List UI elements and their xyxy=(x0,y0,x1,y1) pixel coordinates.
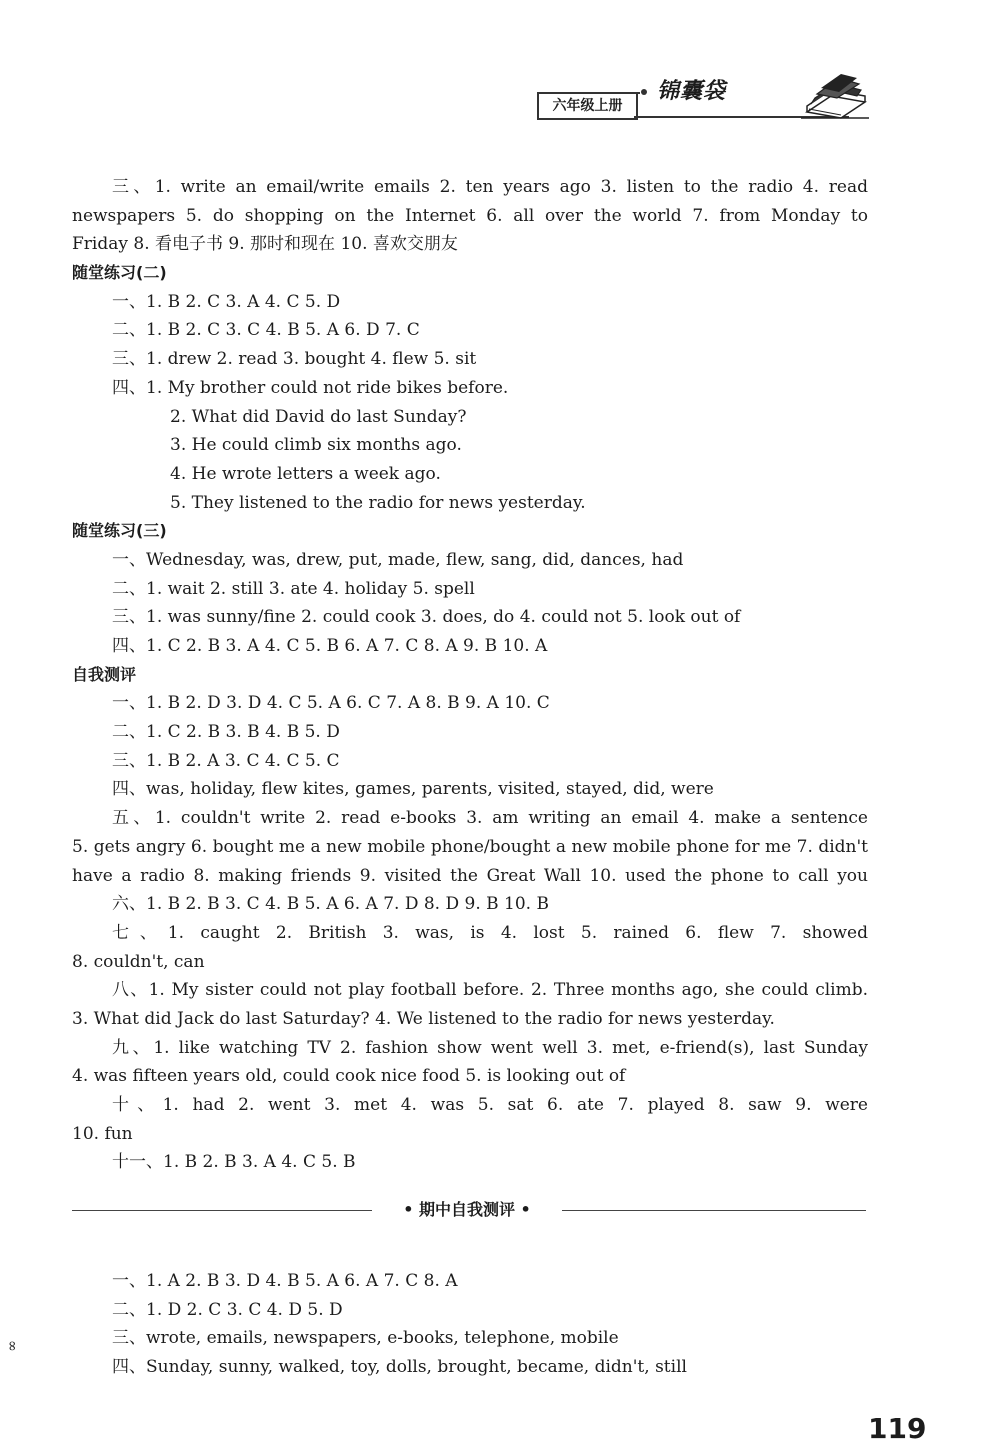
answer-line: 5. They listened to the radio for news yesterday. xyxy=(170,492,586,513)
answer-line: 二、1. B 2. C 3. C 4. B 5. A 6. D 7. C xyxy=(112,320,420,341)
answer-line: 10. fun xyxy=(72,1123,133,1144)
answer-line: 3. What did Jack do last Saturday? 4. We listened to the radio for news yesterday. xyxy=(72,1008,775,1029)
answer-line: newspapers 5. do shopping on the Internet 6. all over the world 7. from Monday to xyxy=(72,205,868,226)
header-dot xyxy=(641,89,647,95)
answer-line: 一、Wednesday, was, drew, put, made, flew, sang, did, dances, had xyxy=(112,549,684,570)
answer-line: 三、1. write an email/write emails 2. ten years ago 3. listen to the radio 4. read xyxy=(112,177,868,197)
answer-line: 二、1. D 2. C 3. C 4. D 5. D xyxy=(112,1299,343,1320)
answer-line: 一、1. A 2. B 3. D 4. B 5. A 6. A 7. C 8. A xyxy=(112,1271,458,1291)
answer-line: 一、1. B 2. C 3. A 4. C 5. D xyxy=(112,291,341,312)
answer-line: 二、1. C 2. B 3. B 4. B 5. D xyxy=(112,722,340,743)
divider-rule-right xyxy=(562,1210,866,1211)
answer-line: Friday 8. 看电子书 9. 那时和现在 10. 喜欢交朋友 xyxy=(72,234,458,255)
answer-line: 十一、1. B 2. B 3. A 4. C 5. B xyxy=(112,1152,356,1173)
answer-line: 四、1. My brother could not ride bikes before. xyxy=(112,377,509,398)
answer-line: 二、1. wait 2. still 3. ate 4. holiday 5. spell xyxy=(112,578,475,599)
divider-title: • 期中自我测评 • xyxy=(403,1200,531,1219)
answer-line: 十、1. had 2. went 3. met 4. was 5. sat 6. ate 7. played 8. saw 9. were xyxy=(112,1095,868,1115)
answer-line: 3. He could climb six months ago. xyxy=(170,435,462,456)
answer-line: 四、was, holiday, flew kites, games, parents, visited, stayed, did, were xyxy=(112,779,714,800)
grade-label: 六年级上册 xyxy=(537,94,638,120)
answer-line: 七、1. caught 2. British 3. was, is 4. lost 5. rained 6. flew 7. showed xyxy=(112,922,868,943)
answer-line: 三、1. was sunny/fine 2. could cook 3. does, do 4. could not 5. look out of xyxy=(112,607,741,628)
side-mark: ∞ xyxy=(3,1340,20,1352)
answer-line: 三、wrote, emails, newspapers, e-books, telephone, mobile xyxy=(112,1328,619,1349)
answer-line: 随堂练习(二) xyxy=(72,263,167,283)
answer-line: 四、Sunday, sunny, walked, toy, dolls, brought, became, didn't, still xyxy=(112,1357,687,1378)
answer-line: 一、1. B 2. D 3. D 4. C 5. A 6. C 7. A 8. B 9. A 10. C xyxy=(112,693,550,714)
answer-line: 4. He wrote letters a week ago. xyxy=(170,463,441,484)
section-divider xyxy=(72,1196,866,1226)
answer-line: 八、1. My sister could not play football before. 2. Three months ago, she could climb. xyxy=(112,980,868,1001)
midterm-answer-content xyxy=(72,1267,868,1382)
answer-line: 六、1. B 2. B 3. C 4. B 5. A 6. A 7. D 8. D 9. B 10. B xyxy=(112,894,549,915)
answer-line: 四、1. C 2. B 3. A 4. C 5. B 6. A 7. C 8. A 9. B 10. A xyxy=(112,636,548,656)
page-header xyxy=(537,72,867,122)
answer-line: 三、1. B 2. A 3. C 4. C 5. C xyxy=(112,750,340,771)
answer-line: 2. What did David do last Sunday? xyxy=(170,406,467,427)
answer-line: 5. gets angry 6. bought me a new mobile phone/bought a new mobile phone for me 7. didn't xyxy=(72,836,868,857)
book-title: 锦囊袋 xyxy=(657,79,727,104)
answer-line: have a radio 8. making friends 9. visited the Great Wall 10. used the phone to call you xyxy=(72,865,868,886)
answer-line: 4. was fifteen years old, could cook nice food 5. is looking out of xyxy=(72,1066,626,1087)
answer-line: 自我测评 xyxy=(72,664,137,684)
answer-line: 随堂练习(三) xyxy=(72,521,167,541)
answer-line: 五、1. couldn't write 2. read e-books 3. am writing an email 4. make a sentence xyxy=(112,808,868,829)
answer-line: 三、1. drew 2. read 3. bought 4. flew 5. sit xyxy=(112,349,477,370)
answer-line: 九、1. like watching TV 2. fashion show went well 3. met, e-friend(s), last Sunday xyxy=(112,1037,868,1058)
books-icon xyxy=(801,72,869,120)
divider-rule-left xyxy=(72,1210,372,1211)
answer-content xyxy=(72,173,868,1177)
answer-line: 8. couldn't, can xyxy=(72,951,205,972)
page-number: 119 xyxy=(868,1412,927,1445)
